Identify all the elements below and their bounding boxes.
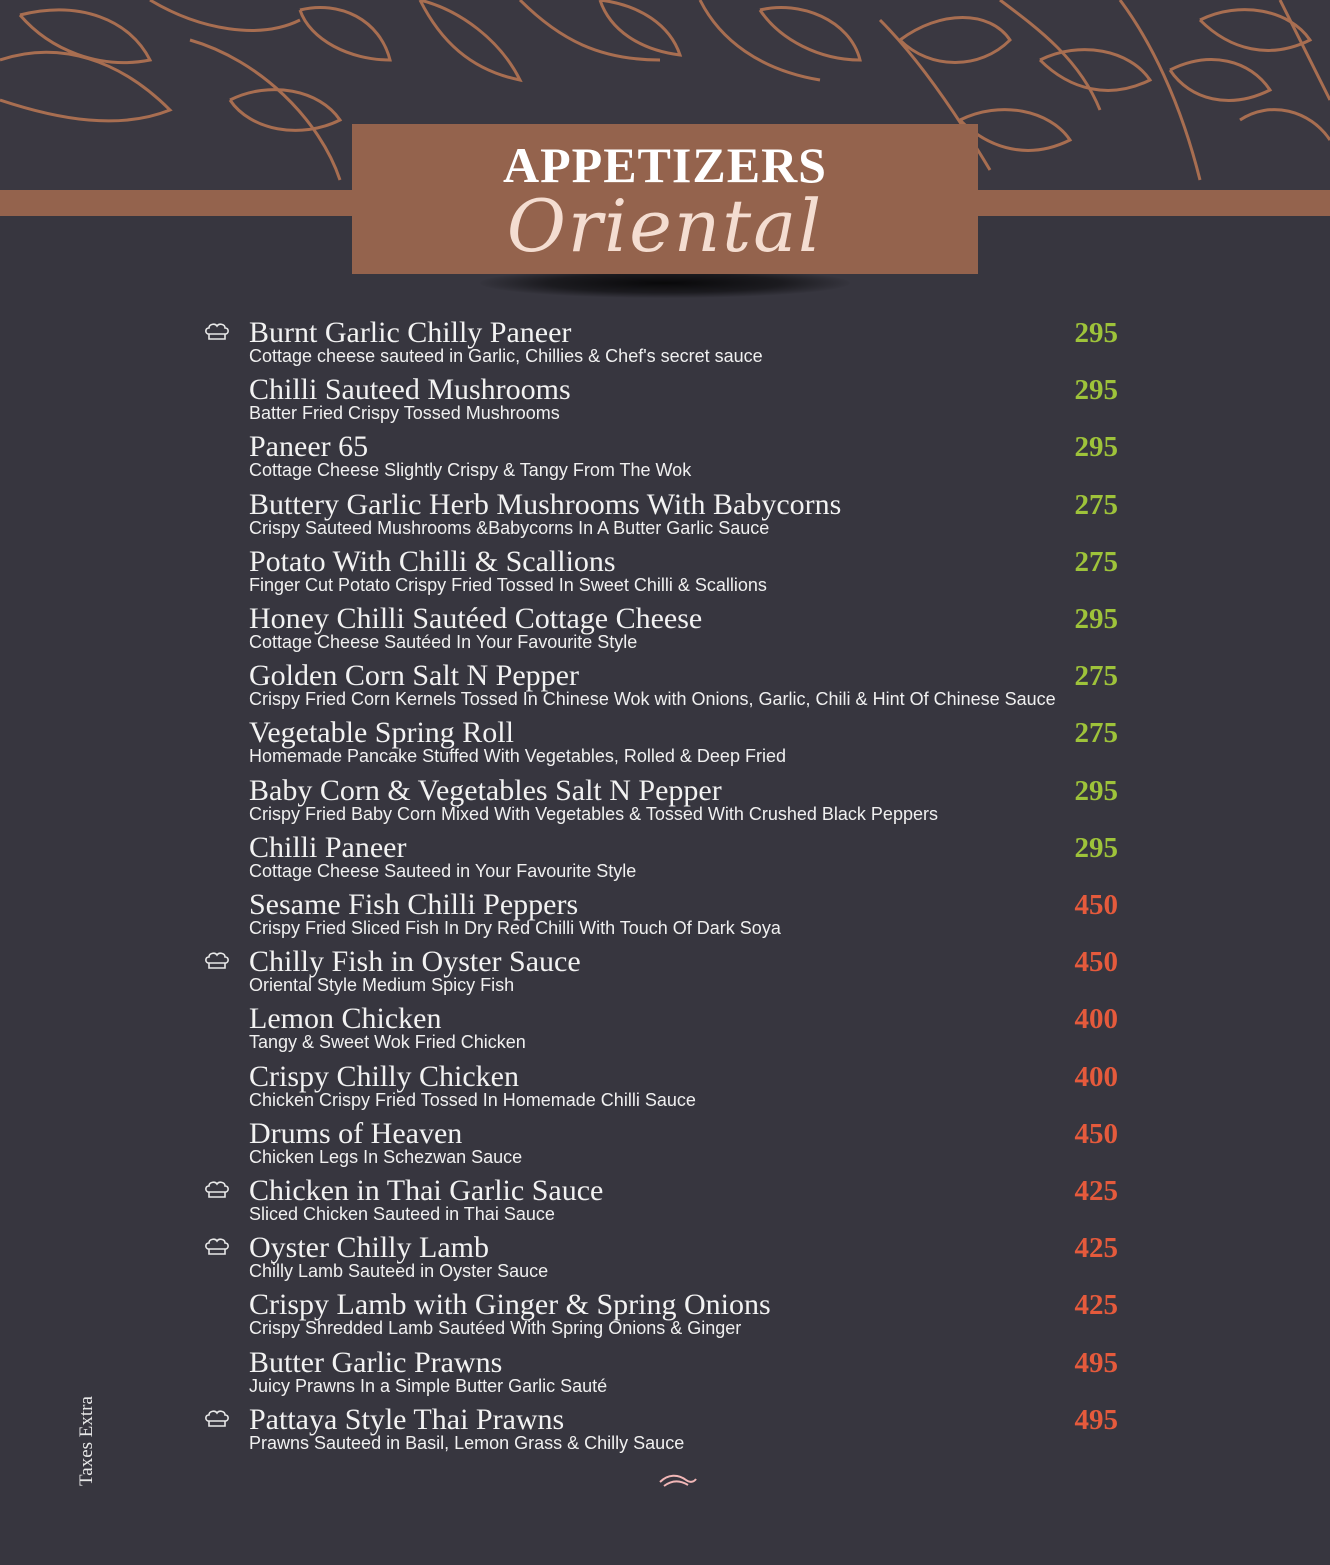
item-price: 425	[1074, 1289, 1118, 1321]
menu-item	[0, 1060, 1330, 1117]
item-name: Paneer 65	[249, 430, 369, 463]
chef-hat-icon	[204, 951, 230, 971]
menu-item	[0, 430, 1330, 487]
menu-item	[0, 1231, 1330, 1288]
item-name: Sesame Fish Chilli Peppers	[249, 888, 579, 921]
item-description: Chicken Crispy Fried Tossed In Homemade Chilli Sauce	[249, 1090, 696, 1110]
menu-item	[0, 716, 1330, 773]
item-description: Chicken Legs In Schezwan Sauce	[249, 1147, 523, 1167]
item-price: 295	[1074, 603, 1118, 635]
item-price: 295	[1074, 317, 1118, 349]
item-name: Burnt Garlic Chilly Paneer	[249, 316, 572, 349]
menu-item	[0, 545, 1330, 602]
item-name: Lemon Chicken	[249, 1002, 442, 1035]
menu-item	[0, 774, 1330, 831]
item-description: Crispy Fried Sliced Fish In Dry Red Chilli With Touch Of Dark Soya	[249, 918, 781, 938]
menu-item	[0, 1174, 1330, 1231]
item-name: Baby Corn & Vegetables Salt N Pepper	[249, 774, 722, 807]
chef-hat-icon	[204, 322, 230, 342]
item-name: Crispy Chilly Chicken	[249, 1060, 519, 1093]
item-price: 425	[1074, 1232, 1118, 1264]
item-price: 295	[1074, 431, 1118, 463]
menu-item	[0, 831, 1330, 888]
item-name: Pattaya Style Thai Prawns	[249, 1403, 565, 1436]
item-name: Chilly Fish in Oyster Sauce	[249, 945, 581, 978]
item-price: 295	[1074, 832, 1118, 864]
item-price: 275	[1074, 546, 1118, 578]
item-description: Oriental Style Medium Spicy Fish	[249, 975, 515, 995]
item-description: Crispy Shredded Lamb Sautéed With Spring Onions & Ginger	[249, 1318, 742, 1338]
item-name: Chilli Sauteed Mushrooms	[249, 373, 571, 406]
chef-hat-icon	[204, 1237, 230, 1257]
item-description: Chilly Lamb Sauteed in Oyster Sauce	[249, 1261, 549, 1281]
item-description: Finger Cut Potato Crispy Fried Tossed In Sweet Chilli & Scallions	[249, 575, 767, 595]
item-price: 495	[1074, 1347, 1118, 1379]
item-description: Homemade Pancake Stuffed With Vegetables, Rolled & Deep Fried	[249, 746, 786, 766]
chef-hat-icon	[204, 1409, 230, 1429]
menu-item	[0, 659, 1330, 716]
item-description: Sliced Chicken Sauteed in Thai Sauce	[249, 1204, 555, 1224]
item-price: 400	[1074, 1003, 1118, 1035]
item-price: 275	[1074, 717, 1118, 749]
item-price: 450	[1074, 889, 1118, 921]
item-name: Drums of Heaven	[249, 1117, 463, 1150]
item-description: Tangy & Sweet Wok Fried Chicken	[249, 1032, 526, 1052]
item-description: Cottage cheese sauteed in Garlic, Chillies & Chef's secret sauce	[249, 346, 763, 366]
menu-item	[0, 316, 1330, 373]
menu-item	[0, 1288, 1330, 1345]
item-description: Crispy Fried Corn Kernels Tossed In Chinese Wok with Onions, Garlic, Chili & Hint Of Chinese Sauce	[249, 689, 1056, 709]
item-price: 295	[1074, 374, 1118, 406]
item-price: 450	[1074, 946, 1118, 978]
item-price: 425	[1074, 1175, 1118, 1207]
menu-item	[0, 945, 1330, 1002]
item-price: 295	[1074, 775, 1118, 807]
menu-item	[0, 1403, 1330, 1460]
menu-item	[0, 1002, 1330, 1059]
menu-item	[0, 1117, 1330, 1174]
item-description: Prawns Sauteed in Basil, Lemon Grass & Chilly Sauce	[249, 1433, 685, 1453]
item-description: Batter Fried Crispy Tossed Mushrooms	[249, 403, 560, 423]
ornament-icon	[658, 1470, 698, 1492]
item-name: Honey Chilli Sautéed Cottage Cheese	[249, 602, 703, 635]
item-price: 495	[1074, 1404, 1118, 1436]
item-price: 450	[1074, 1118, 1118, 1150]
page-subtitle: Oriental	[506, 184, 824, 268]
item-price: 275	[1074, 660, 1118, 692]
item-name: Chicken in Thai Garlic Sauce	[249, 1174, 604, 1207]
taxes-note: Taxes Extra	[76, 1396, 97, 1486]
item-description: Cottage Cheese Slightly Crispy & Tangy From The Wok	[249, 460, 692, 480]
title-box	[352, 124, 978, 274]
menu-item	[0, 1346, 1330, 1403]
menu-item	[0, 488, 1330, 545]
item-name: Butter Garlic Prawns	[249, 1346, 503, 1379]
item-price: 275	[1074, 489, 1118, 521]
item-name: Golden Corn Salt N Pepper	[249, 659, 579, 692]
item-description: Juicy Prawns In a Simple Butter Garlic Sauté	[249, 1376, 608, 1396]
item-price: 400	[1074, 1061, 1118, 1093]
item-name: Vegetable Spring Roll	[249, 716, 514, 749]
item-description: Crispy Fried Baby Corn Mixed With Vegetables & Tossed With Crushed Black Peppers	[249, 804, 938, 824]
item-name: Crispy Lamb with Ginger & Spring Onions	[249, 1288, 771, 1321]
item-description: Cottage Cheese Sautéed In Your Favourite Style	[249, 632, 638, 652]
menu-item	[0, 602, 1330, 659]
chef-hat-icon	[204, 1180, 230, 1200]
item-name: Buttery Garlic Herb Mushrooms With Babycorns	[249, 488, 842, 521]
item-description: Cottage Cheese Sauteed in Your Favourite Style	[249, 861, 637, 881]
item-description: Crispy Sauteed Mushrooms &Babycorns In A Butter Garlic Sauce	[249, 518, 770, 538]
item-name: Chilli Paneer	[249, 831, 407, 864]
page-title: APPETIZERS	[503, 137, 827, 193]
item-name: Potato With Chilli & Scallions	[249, 545, 616, 578]
menu-item	[0, 373, 1330, 430]
menu-item	[0, 888, 1330, 945]
item-name: Oyster Chilly Lamb	[249, 1231, 489, 1264]
